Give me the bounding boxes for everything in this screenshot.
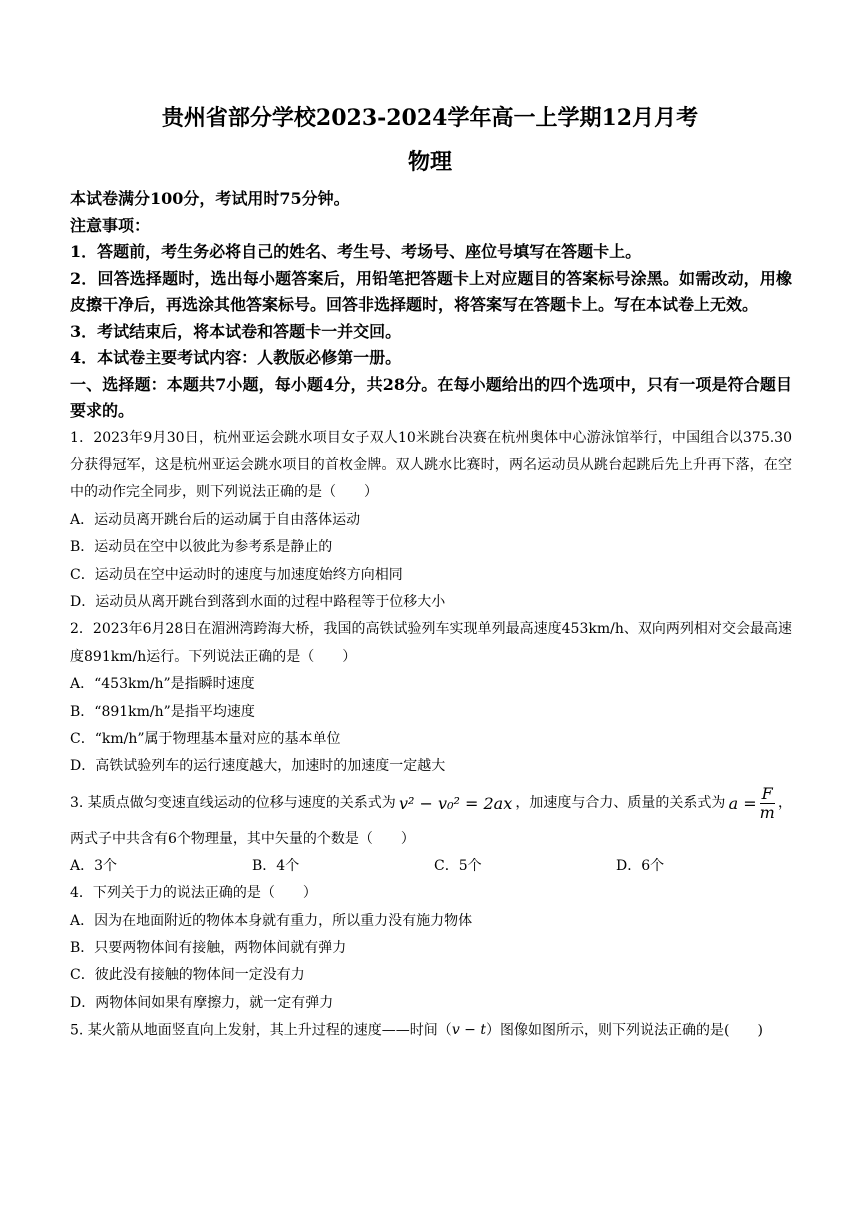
q3-stem-end: ， bbox=[777, 794, 792, 811]
section-heading: 一、选择题：本题共7小题，每小题4分，共28分。在每小题给出的四个选项中，只有一项是符合题目要求的。 bbox=[70, 374, 792, 420]
q2-option-d: D．高铁试验列车的运行速度越大，加速时的加速度一定越大 bbox=[70, 758, 446, 775]
q2-option-c: C．“km/h”属于物理基本量对应的基本单位 bbox=[70, 730, 341, 747]
q3-option-a: A．3个 bbox=[70, 858, 118, 875]
q2-option-a: A．“453km/h”是指瞬时速度 bbox=[70, 676, 255, 693]
q3-option-b: B．4个 bbox=[252, 858, 300, 875]
q4-stem: 4．下列关于力的说法正确的是（ ） bbox=[70, 885, 317, 902]
q3-stem-middle: ，加速度与合力、质量的关系式为 bbox=[515, 794, 726, 811]
exam-content bbox=[70, 186, 792, 1045]
subject-title: 物理 bbox=[407, 149, 452, 175]
q1-stem: 1．2023年9月30日，杭州亚运会跳水项目女子双人10米跳台决赛在杭州奥体中心游泳馆举行，中国组合以375.30分获得冠军，这是杭州亚运会跳水项目的首枚金牌。双人跳水比赛时，两名运动员从跳台起跳后先上升再下落，在空中的动作完全同步，则下列说法正确的是（ ） bbox=[70, 429, 792, 501]
q4-option-c: C．彼此没有接触的物体间一定没有力 bbox=[70, 967, 305, 984]
q3-stem-line1 bbox=[70, 781, 792, 826]
q3-options bbox=[70, 853, 792, 880]
q5-stem bbox=[70, 1017, 792, 1045]
score-time-note: 本试卷满分100分，考试用时75分钟。 bbox=[70, 189, 350, 208]
q3-option-c: C．5个 bbox=[434, 858, 482, 875]
q1-option-d: D．运动员从离开跳台到落到水面的过程中路程等于位移大小 bbox=[70, 593, 446, 610]
q4-option-d: D．两物体间如果有摩擦力，就一定有弹力 bbox=[70, 994, 334, 1011]
q3-option-d: D．6个 bbox=[616, 858, 665, 875]
exam-title: 贵州省部分学校2023-2024学年高一上学期12月月考 bbox=[161, 105, 699, 131]
notice-item-2: 2．回答选择题时，选出每小题答案后，用铅笔把答题卡上对应题目的答案标号涂黑。如需改动，用橡皮擦干净后，再选涂其他答案标号。回答非选择题时，将答案写在答题卡上。写在本试卷上无效。 bbox=[70, 268, 792, 314]
q1-option-c: C．运动员在空中运动时的速度与加速度始终方向相同 bbox=[70, 566, 403, 583]
q3-stem-line2: 两式子中共含有6个物理量，其中矢量的个数是（ ） bbox=[70, 830, 415, 847]
q3-fraction-numerator: F bbox=[761, 783, 773, 803]
q1-option-b: B．运动员在空中以彼此为参考系是静止的 bbox=[70, 539, 333, 556]
q3-stem-before: 3. 某质点做匀变速直线运动的位移与速度的关系式为 bbox=[70, 794, 396, 811]
q5-formula-vt: v − t bbox=[451, 1022, 486, 1039]
q1-option-a: A．运动员离开跳台后的运动属于自由落体运动 bbox=[70, 511, 361, 528]
notice-item-4: 4．本试卷主要考试内容：人教版必修第一册。 bbox=[70, 348, 402, 367]
q5-stem-before: 5. 某火箭从地面竖直向上发射，其上升过程的速度——时间（ bbox=[70, 1022, 452, 1039]
notice-title: 注意事项： bbox=[70, 215, 151, 235]
q3-formula-newton bbox=[729, 785, 775, 822]
q3-fraction bbox=[760, 785, 775, 822]
q2-option-b: B．“891km/h”是指平均速度 bbox=[70, 703, 255, 720]
q5-stem-after: ）图像如图所示，则下列说法正确的是( ) bbox=[485, 1022, 763, 1039]
q2-stem: 2．2023年6月28日在湄洲湾跨海大桥，我国的高铁试验列车实现单列最高速度453km/h、双向两列相对交会最高速度891km/h运行。下列说法正确的是（ ） bbox=[70, 621, 792, 665]
q3-formula-kinematic: v² − v₀² = 2ax bbox=[399, 793, 513, 813]
notice-item-1: 1．答题前，考生务必将自己的姓名、考生号、考场号、座位号填写在答题卡上。 bbox=[70, 242, 642, 261]
q3-formula-newton-left: a = bbox=[728, 793, 757, 813]
q4-option-a: A．因为在地面附近的物体本身就有重力，所以重力没有施力物体 bbox=[70, 912, 473, 929]
notice-item-3: 3．考试结束后，将本试卷和答题卡一并交回。 bbox=[70, 321, 402, 341]
q3-fraction-denominator: m bbox=[759, 802, 775, 822]
q4-option-b: B．只要两物体间有接触，两物体间就有弹力 bbox=[70, 940, 347, 956]
